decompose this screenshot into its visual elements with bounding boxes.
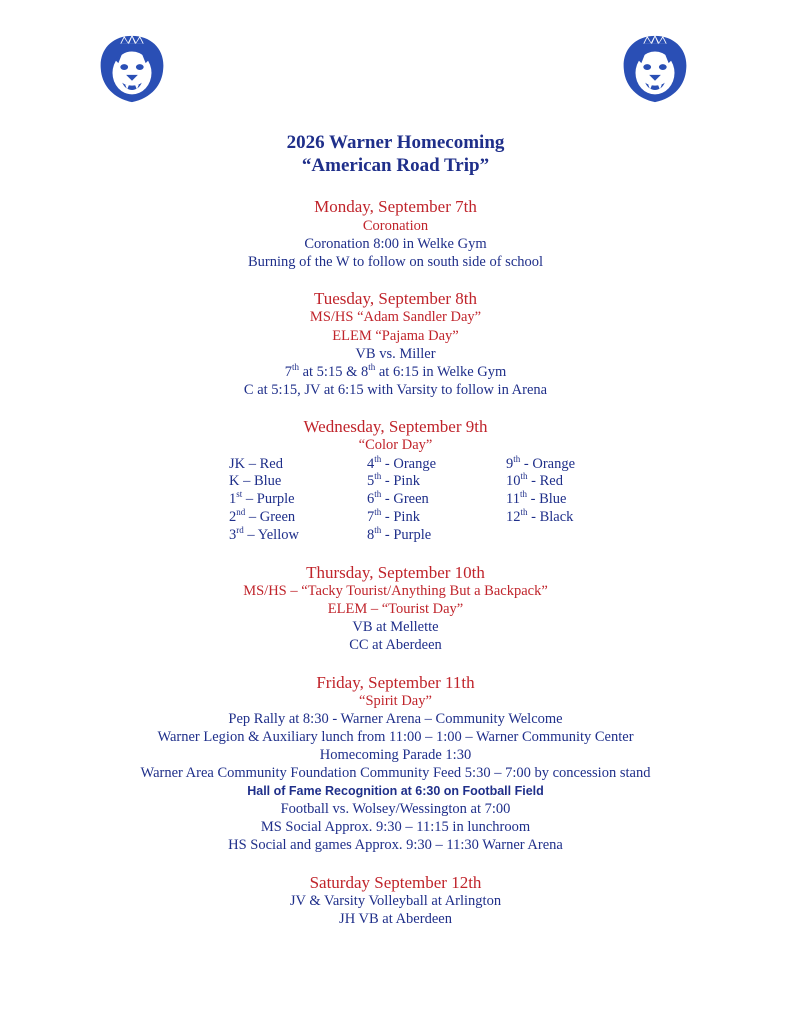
thursday-theme: ELEM – “Tourist Day” bbox=[327, 601, 464, 617]
tuesday-theme: ELEM “Pajama Day” bbox=[332, 328, 459, 344]
document-title: 2026 Warner Homecoming bbox=[286, 132, 505, 153]
friday-line: MS Social Approx. 9:30 – 11:15 in lunchroom bbox=[260, 819, 531, 835]
grade-color-item: 3rd – Yellow bbox=[229, 525, 299, 543]
friday-line: Warner Legion & Auxiliary lunch from 11:00 – 1:00 – Warner Community Center bbox=[157, 729, 634, 745]
grade-color-item: 5th - Pink bbox=[367, 471, 420, 489]
wednesday-heading: Wednesday, September 9th bbox=[303, 417, 488, 436]
grade-color-item: 2nd – Green bbox=[229, 507, 296, 525]
grade-color-item: 7th - Pink bbox=[367, 507, 420, 525]
grade-color-item: 6th - Green bbox=[367, 489, 429, 507]
tuesday-line: 7th at 5:15 & 8th at 6:15 in Welke Gym bbox=[284, 362, 507, 380]
saturday-line: JV & Varsity Volleyball at Arlington bbox=[289, 893, 502, 909]
monday-heading: Monday, September 7th bbox=[314, 197, 477, 216]
saturday-heading: Saturday September 12th bbox=[309, 873, 482, 892]
friday-heading: Friday, September 11th bbox=[316, 673, 475, 692]
friday-line: HS Social and games Approx. 9:30 – 11:30 Warner Arena bbox=[228, 837, 563, 853]
lion-mascot-icon bbox=[93, 30, 171, 108]
tuesday-heading: Tuesday, September 8th bbox=[313, 289, 478, 308]
grade-color-item: JK – Red bbox=[229, 456, 283, 472]
tuesday-line: C at 5:15, JV at 6:15 with Varsity to follow in Arena bbox=[243, 382, 548, 398]
friday-line: Warner Area Community Foundation Community Feed 5:30 – 7:00 by concession stand bbox=[140, 765, 651, 781]
monday-theme: Coronation bbox=[362, 218, 429, 234]
friday-theme: “Spirit Day” bbox=[359, 693, 432, 709]
thursday-line: CC at Aberdeen bbox=[349, 637, 442, 653]
tuesday-line: VB vs. Miller bbox=[355, 346, 436, 362]
thursday-theme: MS/HS – “Tacky Tourist/Anything But a Backpack” bbox=[243, 583, 548, 599]
lion-mascot-icon bbox=[616, 30, 694, 108]
tuesday-theme: MS/HS “Adam Sandler Day” bbox=[309, 309, 482, 325]
friday-line: Homecoming Parade 1:30 bbox=[319, 747, 472, 763]
wednesday-theme: “Color Day” bbox=[358, 437, 433, 453]
saturday-line: JH VB at Aberdeen bbox=[339, 911, 452, 927]
grade-color-item: K – Blue bbox=[229, 473, 282, 489]
document-subtitle: “American Road Trip” bbox=[301, 155, 490, 176]
friday-line: Hall of Fame Recognition at 6:30 on Football Field bbox=[247, 784, 544, 798]
grade-color-item: 4th - Orange bbox=[367, 454, 437, 472]
grade-color-item: 11th - Blue bbox=[506, 489, 567, 507]
thursday-line: VB at Mellette bbox=[352, 619, 439, 635]
grade-color-item: 8th - Purple bbox=[367, 525, 432, 543]
thursday-heading: Thursday, September 10th bbox=[306, 563, 485, 582]
monday-line: Burning of the W to follow on south side of school bbox=[247, 254, 544, 270]
friday-line: Pep Rally at 8:30 - Warner Arena – Community Welcome bbox=[228, 711, 563, 727]
grade-color-item: 10th - Red bbox=[506, 471, 563, 489]
grade-color-item: 12th - Black bbox=[506, 507, 574, 525]
friday-line: Football vs. Wolsey/Wessington at 7:00 bbox=[280, 801, 511, 817]
monday-line: Coronation 8:00 in Welke Gym bbox=[304, 236, 487, 252]
grade-color-item: 1st – Purple bbox=[229, 489, 295, 507]
grade-color-item: 9th - Orange bbox=[506, 454, 576, 472]
